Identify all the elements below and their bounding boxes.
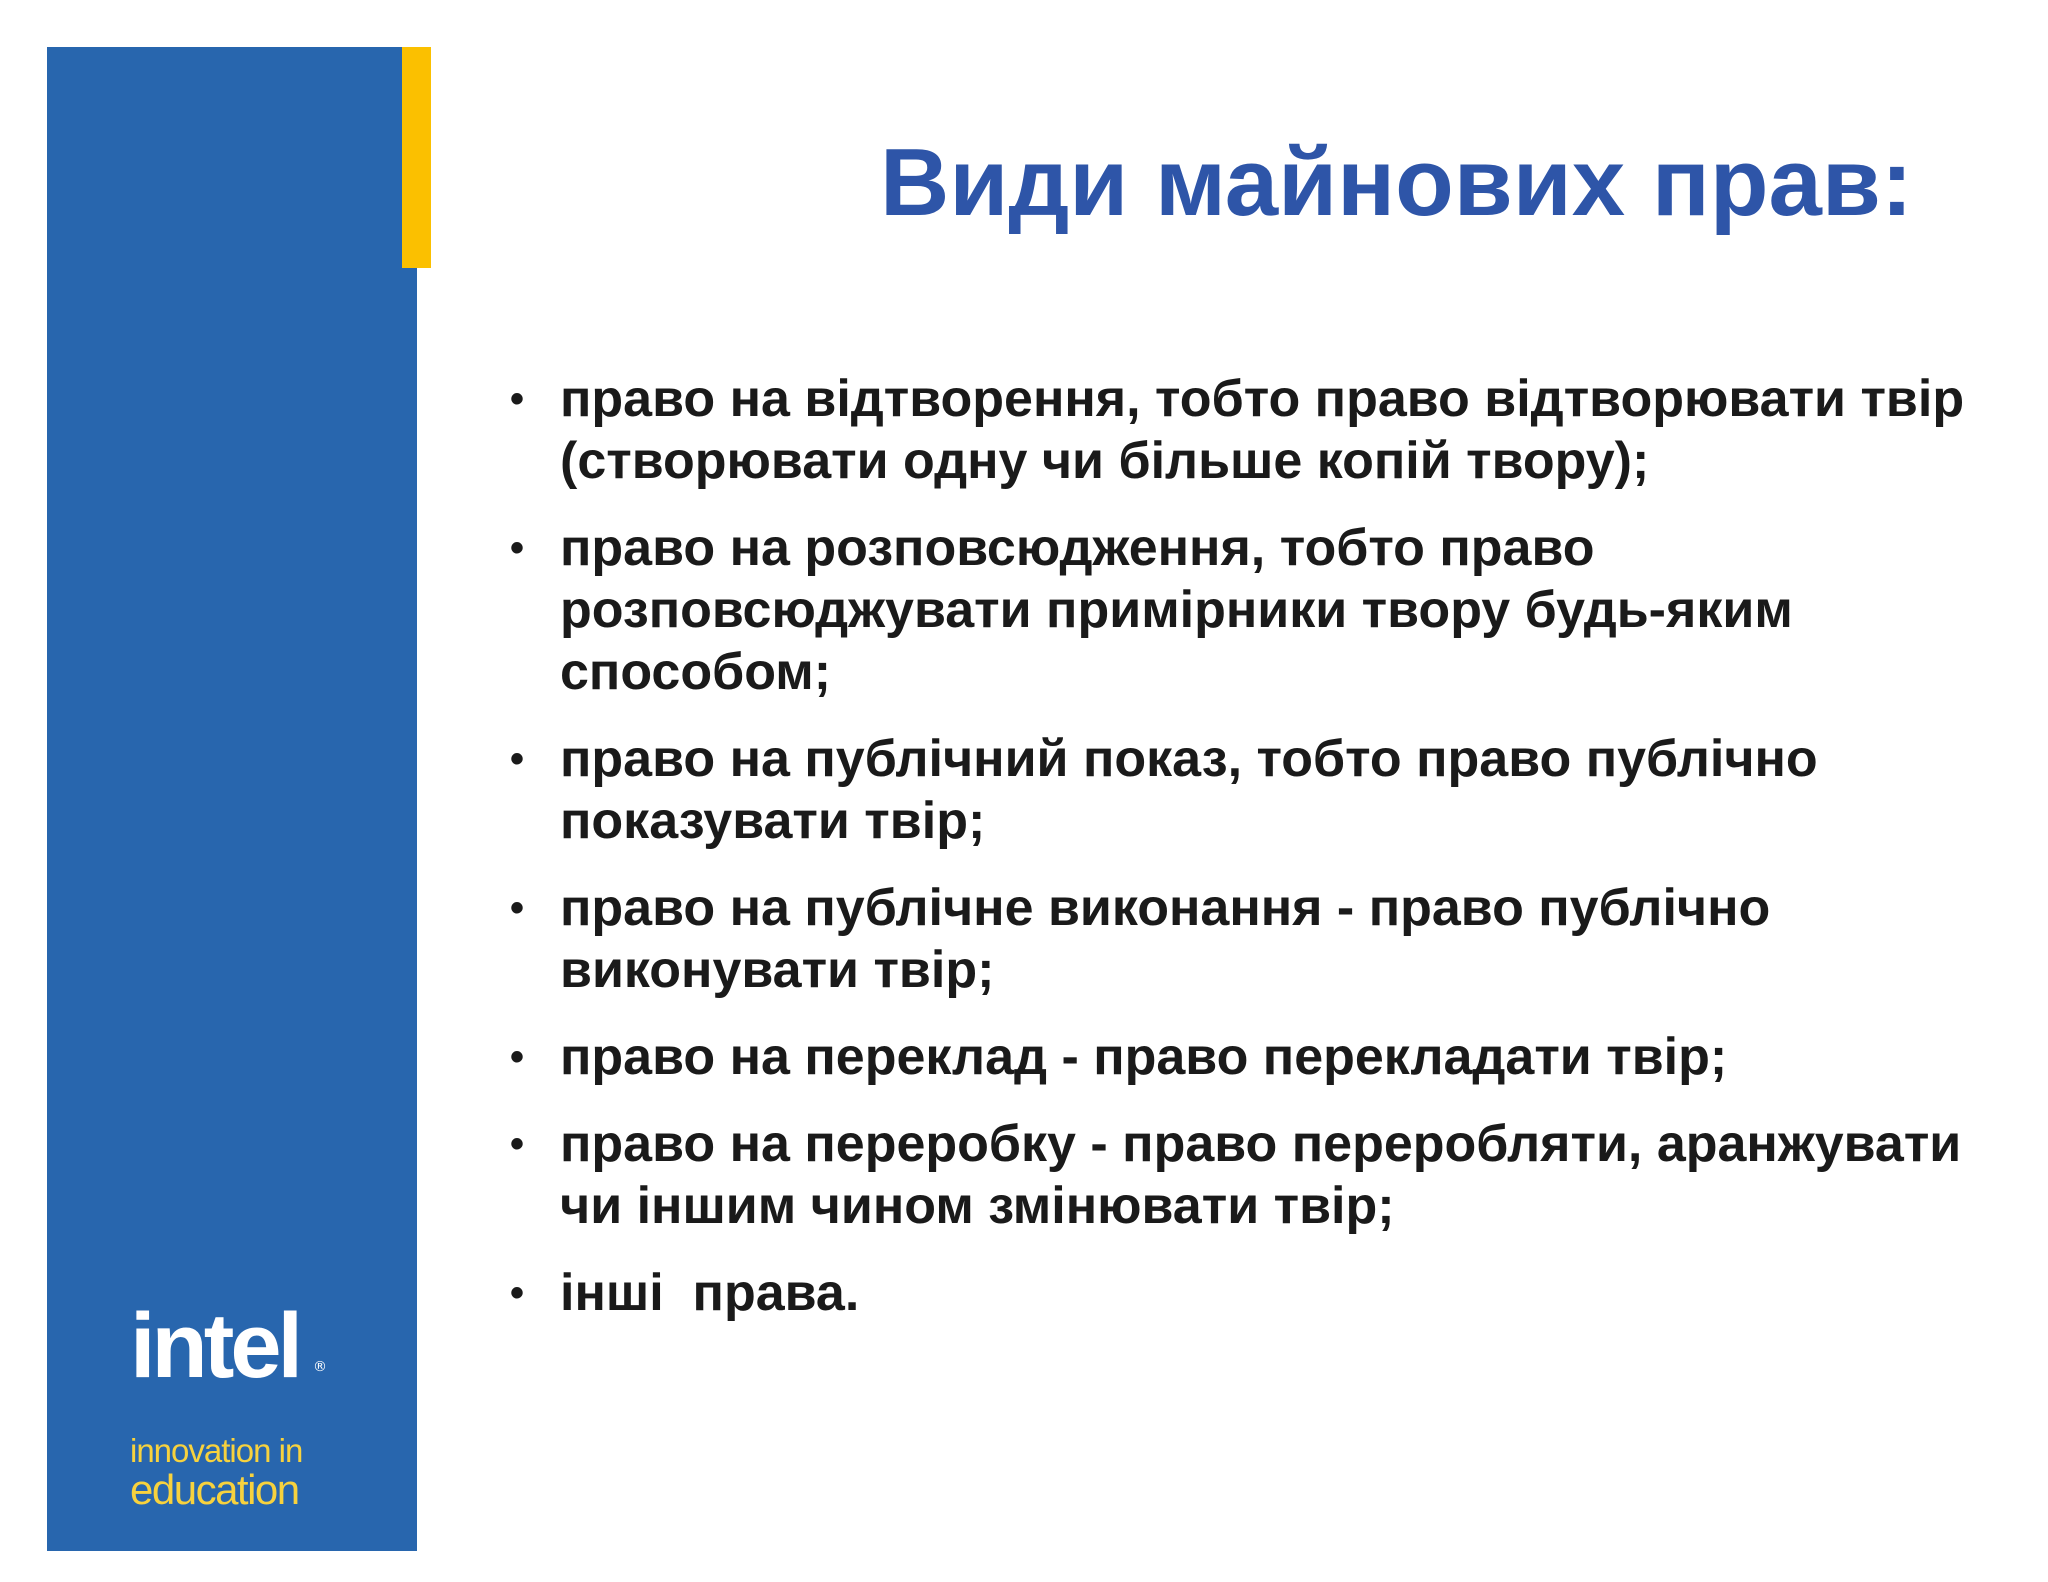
- bullet-item: [510, 728, 2010, 852]
- bullet-dot-icon: •: [510, 1271, 525, 1315]
- bullet-list: [510, 368, 2010, 1349]
- bullet-text: право на переробку - право переробляти, аранжувати чи іншим чином змінювати твір;: [560, 1115, 1976, 1235]
- intel-logo: [130, 1295, 360, 1513]
- bullet-text: право на переклад - право перекладати твір;: [560, 1028, 1728, 1086]
- bullet-dot-icon: •: [510, 737, 525, 781]
- bullet-item: [510, 877, 2010, 1001]
- logo-tagline-line2: education: [130, 1466, 299, 1513]
- accent-bar: [402, 47, 431, 268]
- slide-title: Види майнових прав:: [880, 129, 1913, 236]
- bullet-dot-icon: •: [510, 1122, 525, 1166]
- bullet-text: право на розповсюдження, тобто право розповсюджувати примірники твору будь-яким способом;: [560, 519, 1808, 701]
- registered-mark: ®: [313, 1359, 327, 1375]
- logo-tagline-line1: innovation in: [130, 1432, 303, 1469]
- bullet-text: право на публічний показ, тобто право публічно показувати твір;: [560, 730, 1833, 850]
- bullet-item: [510, 1026, 2010, 1088]
- bullet-item: [510, 368, 2010, 492]
- bullet-dot-icon: •: [510, 526, 525, 570]
- bullet-text: право на відтворення, тобто право відтворювати твір (створювати одну чи більше копій твору);: [560, 370, 1979, 490]
- bullet-item: [510, 1262, 2010, 1324]
- bullet-dot-icon: •: [510, 1035, 525, 1079]
- intel-wordmark: [130, 1295, 360, 1410]
- bullet-dot-icon: •: [510, 377, 525, 421]
- bullet-text: право на публічне виконання - право публічно виконувати твір;: [560, 879, 1785, 999]
- bullet-text: інші права.: [560, 1264, 860, 1322]
- bullet-dot-icon: •: [510, 886, 525, 930]
- bullet-item: [510, 517, 2010, 703]
- bullet-item: [510, 1113, 2010, 1237]
- intel-wordmark-text: intel: [130, 1295, 300, 1397]
